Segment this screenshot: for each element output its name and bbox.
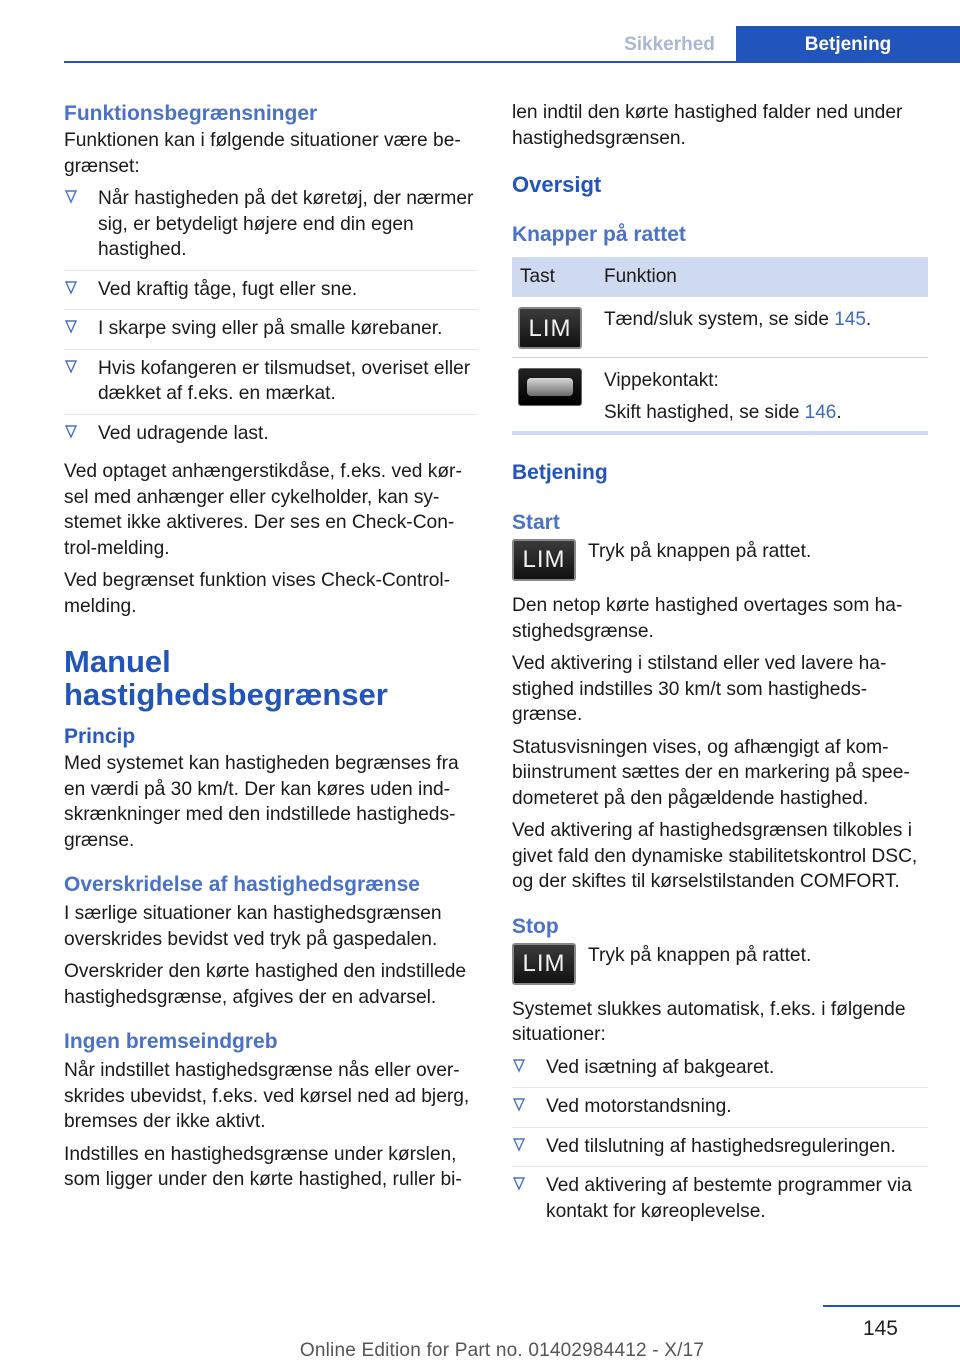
list-item-text: Ved tilslutning af hastighedsreguleringen.: [546, 1135, 896, 1157]
page-number: 145: [862, 1317, 898, 1340]
paragraph-start-1: Den netop kørte hastighed overtages som hastighedsgrænse.: [512, 595, 903, 642]
footer-rule: [823, 1305, 960, 1307]
triangle-bullet-icon: [513, 1098, 525, 1112]
paragraph-continuation: len indtil den kørte hastighed falder ned under hastighedsgrænsen.: [512, 102, 903, 149]
triangle-bullet-icon: [513, 1177, 525, 1191]
heading-betjening: Betjening: [512, 461, 608, 484]
list-item: [512, 1134, 928, 1168]
heading-manuel-hastighedsbegraenser: Manuel hastighedsbegrænser: [64, 644, 388, 712]
page-link-146[interactable]: 146: [804, 402, 837, 423]
table-header-row: [512, 257, 928, 297]
column-header-funktion: Funktion: [596, 257, 928, 297]
punctuation: .: [836, 402, 842, 423]
paragraph-anhaenger: Ved optaget anhængerstikdåse, f.eks. ved kørsel med anhænger eller cykelholder, kan systemet ikke aktiveres. Der ses en Check-Control-melding.: [64, 461, 462, 559]
triangle-bullet-icon: [65, 360, 77, 374]
lim-button-icon: LIM: [512, 943, 576, 985]
list-item-text: Ved motorstandsning.: [546, 1096, 732, 1117]
table-cell-function: [596, 297, 928, 358]
limitations-list: [64, 186, 478, 453]
heading-princip: Princip: [64, 725, 136, 748]
page-link-145[interactable]: 145: [834, 309, 866, 330]
stop-instruction-text: Tryk på knappen på rattet.: [588, 944, 812, 966]
tab-betjening[interactable]: Betjening: [736, 26, 960, 63]
keys-table: [512, 257, 928, 435]
heading-ingen-bremseindgreb: Ingen bremseindgreb: [64, 1030, 278, 1053]
list-item-text: Ved isætning af bakgearet.: [546, 1056, 775, 1078]
lim-button-icon: LIM: [518, 307, 582, 349]
heading-funktionsbegraensninger: Funktionsbegrænsninger: [64, 102, 318, 125]
start-instruction: [512, 537, 928, 581]
triangle-bullet-icon: [65, 425, 77, 439]
paragraph-overskridelse-1: I særlige situationer kan hastighedsgrænsen overskrides bevidst ved tryk på gaspedalen.: [64, 903, 442, 950]
list-item-text: Ved udragende last.: [98, 422, 269, 444]
triangle-bullet-icon: [513, 1138, 525, 1152]
rocker-switch-icon: [518, 368, 582, 406]
left-column: [64, 100, 478, 1200]
triangle-bullet-icon: [65, 281, 77, 295]
stop-instruction: [512, 941, 928, 985]
triangle-bullet-icon: [513, 1059, 525, 1073]
edition-footer: [0, 1340, 960, 1362]
list-item-text: Hvis kofangeren er tilsmudset, overiset eller dækket af f.eks. en mærkat.: [98, 357, 471, 404]
right-column: [512, 100, 928, 1237]
list-item-text: I skarpe sving eller på smalle kørebaner.: [98, 318, 443, 339]
header-rule: [64, 61, 960, 63]
stop-situations-list: [512, 1055, 928, 1232]
triangle-bullet-icon: [65, 190, 77, 204]
paragraph-start-3: Statusvisningen vises, og afhængigt af kombiinstrument sættes der en markering på speedometeret på den pågældende hastighed.: [512, 736, 910, 809]
table-cell-key: [512, 297, 596, 358]
paragraph-start-2: Ved aktivering i stilstand eller ved lavere hastighed indstilles 30 km/t som hastighedsgrænse.: [512, 653, 887, 725]
paragraph-ingen-1: Når indstillet hastighedsgrænse nås eller overskrides ubevidst, f.eks. ved kørsel ned ad bjerg, bremses der ikke aktivt.: [64, 1060, 470, 1132]
function-text: Tænd/sluk system, se side: [604, 309, 835, 330]
list-item: [512, 1094, 928, 1128]
list-item: [64, 316, 478, 350]
lim-button-icon: LIM: [512, 539, 576, 581]
table-cell-key: [512, 358, 596, 434]
paragraph-funktion: Funktionen kan i følgende situationer være begrænset:: [64, 130, 461, 177]
function-text: Skift hastighed, se side: [604, 402, 805, 423]
function-label: Vippekontakt:: [604, 370, 719, 391]
list-item: [512, 1173, 928, 1231]
paragraph-start-4: Ved aktivering af hastighedsgrænsen tilkobles i givet fald den dynamiske stabilitetskontrol DSC, og der skiftes til kørselstilstanden COMFORT.: [512, 820, 918, 892]
paragraph-princip: Med systemet kan hastigheden begrænses fra en værdi på 30 km/t. Der kan køres uden indskrænkninger med den indstillede hastighedsgrænse.: [64, 753, 459, 851]
paragraph-overskridelse-2: Overskrider den kørte hastighed den indstillede hastighedsgrænse, afgives der en advarsel.: [64, 961, 467, 1008]
paragraph-ingen-2: Indstilles en hastighedsgrænse under kørslen, som ligger under den kørte hastighed, ruller bi-: [64, 1143, 462, 1190]
edition-text: Online Edition for Part no. 01402984412 - X/17: [299, 1340, 705, 1361]
punctuation: .: [865, 309, 872, 330]
start-instruction-text: Tryk på knappen på rattet.: [588, 541, 812, 562]
heading-start: Start: [512, 511, 560, 534]
column-header-tast: Tast: [512, 257, 596, 297]
table-row: [512, 297, 928, 358]
paragraph-begraenset: Ved begrænset funktion vises Check-Control-melding.: [64, 570, 451, 617]
heading-oversigt: Oversigt: [512, 172, 602, 197]
list-item: [512, 1055, 928, 1089]
tab-sikkerhed[interactable]: Sikkerhed: [603, 26, 736, 63]
table-cell-function: [596, 358, 928, 434]
paragraph-stop: Systemet slukkes automatisk, f.eks. i følgende situationer:: [512, 998, 906, 1045]
heading-overskridelse: Overskridelse af hastighedsgrænse: [64, 873, 420, 896]
list-item-text: Ved kraftig tåge, fugt eller sne.: [98, 278, 358, 300]
list-item: [64, 186, 478, 271]
list-item: [64, 356, 478, 415]
list-item-text: Ved aktivering af bestemte programmer via kontakt for køreoplevelse.: [546, 1175, 912, 1222]
list-item-text: Når hastigheden på det køretøj, der nærmer sig, er betydeligt højere end din egen hastighed.: [98, 188, 474, 260]
heading-knapper-paa-rattet: Knapper på rattet: [512, 223, 686, 246]
table-row: [512, 358, 928, 434]
triangle-bullet-icon: [65, 320, 77, 334]
list-item: [64, 421, 478, 454]
heading-stop: Stop: [512, 914, 559, 938]
list-item: [64, 277, 478, 311]
